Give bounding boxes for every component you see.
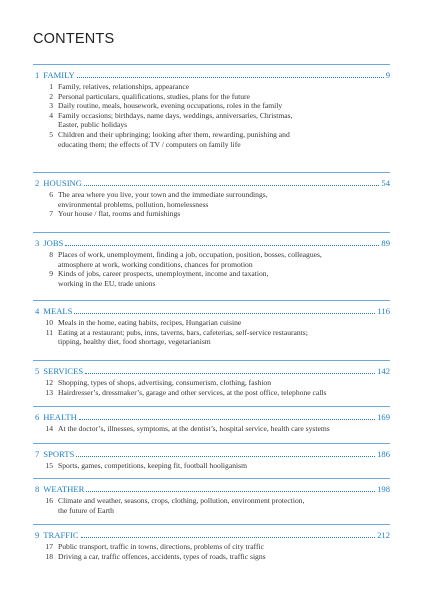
topic-text: Family occasions; birthdays, name days, weddings, anniversaries, Christmas,	[58, 110, 293, 120]
topic-item	[33, 496, 390, 506]
topic-text: environmental problems, pollution, homelessness	[58, 199, 209, 209]
topic-item	[33, 424, 390, 434]
topic-item	[33, 328, 390, 338]
toc-section-jobs	[33, 232, 390, 288]
topic-text: Family, relatives, relationships, appearance	[58, 82, 190, 91]
topic-item	[33, 82, 390, 92]
section-heading[interactable]	[33, 178, 390, 188]
section-title: HEALTH	[43, 412, 77, 422]
section-page-number: 142	[377, 366, 390, 376]
section-rule	[33, 232, 390, 233]
toc-section-weather	[33, 478, 390, 515]
section-title: SPORTS	[43, 449, 75, 459]
section-title: FAMILY	[43, 70, 75, 80]
section-title: MEALS	[43, 306, 73, 316]
topic-text: Daily routine, meals, housework, evening occupations, roles in the family	[58, 101, 283, 111]
section-rule	[33, 524, 390, 525]
topic-item	[33, 250, 390, 260]
topic-item	[33, 92, 390, 102]
topic-number: 5	[49, 129, 53, 139]
topic-number	[33, 337, 53, 347]
section-number: 9	[35, 530, 40, 540]
topic-item	[33, 378, 390, 388]
topic-number: 11	[45, 327, 53, 337]
dot-leader	[79, 419, 375, 420]
toc-section-services	[33, 360, 390, 397]
section-rule	[33, 443, 390, 444]
topic-text: Public transport, traffic in towns, directions, problems of city traffic	[58, 542, 264, 551]
topic-text: the future of Earth	[58, 505, 114, 515]
topic-text: Hairdresser’s, dressmaker’s, garage and other services, at the post office, telephone calls	[58, 387, 327, 397]
section-page-number: 198	[377, 484, 390, 494]
topic-item	[33, 101, 390, 111]
topic-number	[33, 260, 53, 270]
topic-text: Sports, games, competitions, keeping fit, football hooliganism	[58, 461, 247, 470]
topic-number	[33, 279, 53, 289]
section-rule	[33, 64, 390, 65]
section-heading[interactable]	[33, 306, 390, 316]
topic-text: Personal particulars, qualifications, studies, plans for the future	[58, 91, 250, 101]
section-page-number: 169	[377, 412, 390, 422]
topic-item	[33, 200, 390, 210]
section-page-number: 89	[381, 238, 390, 248]
section-page-number: 212	[377, 530, 390, 540]
topic-text: Your house / flat, rooms and furnishings	[58, 209, 181, 219]
section-page-number: 116	[377, 306, 390, 316]
toc-section-sports	[33, 443, 390, 471]
topic-number: 7	[49, 209, 53, 219]
dot-leader	[65, 245, 379, 246]
section-rule	[33, 172, 390, 173]
topic-item	[33, 542, 390, 552]
topic-text: Meals in the home, eating habits, recipes, Hungarian cuisine	[58, 318, 242, 327]
topic-item	[33, 279, 390, 289]
toc-section-family	[33, 64, 390, 149]
topic-item	[33, 130, 390, 140]
toc-section-housing	[33, 172, 390, 219]
dot-leader	[76, 456, 375, 457]
topic-text: The area where you live, your town and the immediate surroundings,	[58, 190, 268, 199]
section-page-number: 54	[381, 178, 390, 188]
section-number: 1	[35, 70, 40, 80]
topic-number: 13	[45, 387, 53, 397]
toc-section-meals	[33, 300, 390, 347]
topic-number	[33, 200, 53, 210]
topic-item	[33, 461, 390, 471]
section-rule	[33, 300, 390, 301]
section-heading[interactable]	[33, 366, 390, 376]
topic-item	[33, 388, 390, 398]
section-heading[interactable]	[33, 484, 390, 494]
section-heading[interactable]	[33, 530, 390, 540]
topic-number: 15	[45, 461, 53, 470]
section-number: 3	[35, 238, 40, 248]
topic-text: Easter, public holidays	[58, 120, 128, 130]
topic-number: 8	[49, 250, 53, 259]
section-title: HOUSING	[43, 178, 82, 188]
topic-text: Climate and weather, seasons, crops, clothing, pollution, environment protection,	[58, 496, 305, 505]
topic-text: Driving a car, traffic offences, accidents, types of roads, traffic signs	[58, 551, 266, 561]
topic-number: 14	[45, 424, 53, 433]
topic-number: 2	[49, 91, 53, 101]
section-title: WEATHER	[43, 484, 85, 494]
section-title: TRAFFIC	[43, 530, 79, 540]
topic-number: 12	[45, 378, 53, 387]
topic-number: 17	[45, 542, 53, 551]
topic-text: At the doctor’s, illnesses, symptoms, at the dentist’s, hospital service, health care systems	[58, 424, 330, 433]
section-heading[interactable]	[33, 412, 390, 422]
topic-item	[33, 260, 390, 270]
topic-number	[33, 120, 53, 130]
section-heading[interactable]	[33, 238, 390, 248]
section-title: SERVICES	[43, 366, 84, 376]
dot-leader	[85, 373, 375, 374]
topic-text: Places of work, unemployment, finding a job, occupation, position, bosses, colleagues,	[58, 250, 322, 259]
topic-item	[33, 140, 390, 150]
toc-section-health	[33, 406, 390, 434]
topic-item	[33, 318, 390, 328]
topic-item	[33, 506, 390, 516]
topic-text: working in the EU, trade unions	[58, 278, 156, 288]
dot-leader	[74, 313, 375, 314]
topic-number: 1	[49, 82, 53, 91]
section-number: 6	[35, 412, 40, 422]
section-heading[interactable]	[33, 70, 390, 80]
topic-number: 18	[45, 551, 53, 561]
topic-text: tipping, healthy diet, food shortage, vegetarianism	[58, 337, 211, 347]
topic-number: 16	[45, 496, 53, 505]
section-rule	[33, 360, 390, 361]
toc-section-traffic	[33, 524, 390, 561]
section-number: 7	[35, 449, 40, 459]
section-page-number: 186	[377, 449, 390, 459]
topic-text: Children and their upbringing; looking after them, rewarding, punishing and	[58, 129, 290, 139]
section-number: 8	[35, 484, 40, 494]
section-rule	[33, 478, 390, 479]
topic-number	[33, 140, 53, 150]
dot-leader	[86, 491, 375, 492]
topic-item	[33, 190, 390, 200]
topic-item	[33, 337, 390, 347]
topic-item	[33, 269, 390, 279]
topic-number: 4	[49, 110, 53, 120]
section-number: 4	[35, 306, 40, 316]
topic-number: 6	[49, 190, 53, 199]
dot-leader	[77, 77, 384, 78]
topic-text: atmosphere at work, working conditions, chances for promotion	[58, 259, 253, 269]
dot-leader	[84, 185, 379, 186]
section-heading[interactable]	[33, 449, 390, 459]
section-page-number: 9	[385, 70, 390, 80]
section-number: 5	[35, 366, 40, 376]
section-number: 2	[35, 178, 40, 188]
topic-number	[33, 506, 53, 516]
topic-text: Shopping, types of shops, advertising, consumerism, clothing, fashion	[58, 378, 272, 387]
topic-text: Eating at a restaurant; pubs, inns, taverns, bars, cafeterias, self-service restaurants;	[58, 327, 308, 337]
topic-item	[33, 209, 390, 219]
section-title: JOBS	[43, 238, 64, 248]
dot-leader	[81, 537, 375, 538]
topic-item	[33, 552, 390, 562]
topic-number: 10	[45, 318, 53, 327]
topic-number: 3	[49, 101, 53, 111]
topic-item	[33, 111, 390, 121]
section-rule	[33, 406, 390, 407]
topic-text: Kinds of jobs, career prospects, unemployment, income and taxation,	[58, 269, 269, 279]
page-title: CONTENTS	[33, 31, 115, 47]
topic-item	[33, 120, 390, 130]
topic-text: educating them; the effects of TV / computers on family life	[58, 139, 241, 149]
topic-number: 9	[49, 269, 53, 279]
